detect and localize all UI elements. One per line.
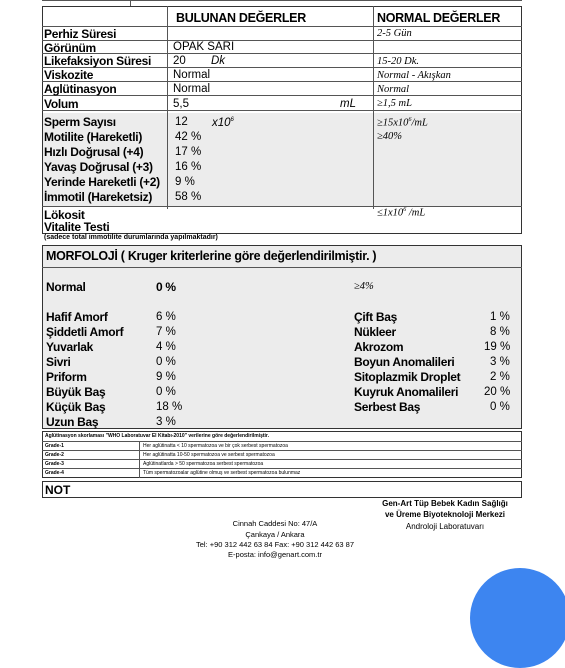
agg-desc: Her aglütinatta 10-50 spermatozoa ve serbest spermatozoa <box>143 452 275 458</box>
row-label: Lökosit <box>44 208 85 222</box>
morph-right-value: 3 % <box>490 356 510 368</box>
col-divider-1 <box>167 6 168 209</box>
agg-line <box>42 450 522 451</box>
address-city: Çankaya / Ankara <box>245 530 305 539</box>
row-label: Yerinde Hareketli (+2) <box>44 175 160 189</box>
morph-right-label: Sitoplazmik Droplet <box>354 370 461 384</box>
row-value: OPAK SARI <box>173 41 235 53</box>
morph-right-value: 2 % <box>490 371 510 383</box>
morph-left-value: 4 % <box>156 341 176 353</box>
address-phone: Tel: +90 312 442 63 84 Fax: +90 312 442 63 87 <box>195 540 355 549</box>
row-reference: 15-20 Dk. <box>377 56 419 67</box>
morph-right-value: 8 % <box>490 326 510 338</box>
row-value: 42 % <box>175 131 202 143</box>
row-label: Aglütinasyon <box>44 82 117 96</box>
agg-line <box>42 468 522 469</box>
morph-left-value: 0 % <box>156 356 176 368</box>
agg-desc: Aglütinatlarda > 50 spermatozoa serbest spermatozoa <box>143 461 264 467</box>
morph-left-value: 0 % <box>156 386 176 398</box>
row-label: Viskozite <box>44 68 94 82</box>
row-reference: ≥1,5 mL <box>377 98 412 109</box>
row-unit: $x10^6$ <box>212 116 234 129</box>
morphology-header-line <box>42 267 522 268</box>
row-label: Hızlı Doğrusal (+4) <box>44 145 144 159</box>
address-email: E-posta: info@genart.com.tr <box>228 550 322 559</box>
row-label: Görünüm <box>44 41 96 55</box>
row-label: İmmotil (Hareketsiz) <box>44 190 153 204</box>
morph-right-value: 20 % <box>484 386 511 398</box>
morph-normal-value: 0 % <box>156 280 176 294</box>
morph-right-value: 19 % <box>484 341 511 353</box>
vitality-note: (sadece total immotilite durumlarında yapılmaktadır) <box>44 234 218 241</box>
morph-left-value: 18 % <box>156 401 183 413</box>
morph-left-label: Hafif Amorf <box>46 310 108 324</box>
agg-line <box>42 441 522 442</box>
clinic-name-line2: ve Üreme Biyoteknoloji Merkezi <box>384 510 506 519</box>
row-label: Yavaş Doğrusal (+3) <box>44 160 153 174</box>
agg-desc: Tüm spermatozoalar aglütine olmuş ve serbest spermatozoa bulunmaz <box>143 470 301 476</box>
row-reference: Normal <box>377 84 410 95</box>
note-label: NOT <box>45 483 71 497</box>
morph-left-value: 7 % <box>156 326 176 338</box>
row-unit: Dk <box>211 55 226 67</box>
row-label: Likefaksiyon Süresi <box>44 54 152 68</box>
agg-grade: Grade-1 <box>45 443 64 449</box>
morph-right-label: Çift Baş <box>354 310 397 324</box>
agg-grade: Grade-3 <box>45 461 64 467</box>
note-box <box>42 481 522 498</box>
address-street: Cinnah Caddesi No: 47/A <box>232 519 318 528</box>
row-value: 9 % <box>175 176 195 188</box>
row-line <box>42 110 522 111</box>
row-label: Perhiz Süresi <box>44 27 117 41</box>
morph-left-label: Küçük Baş <box>46 400 106 414</box>
morph-normal-reference: ≥4% <box>354 281 374 292</box>
row-value: 16 % <box>175 161 202 173</box>
row-reference: 2-5 Gün <box>377 28 412 39</box>
row-value: 12 <box>175 116 188 128</box>
morph-right-label: Boyun Anomalileri <box>354 355 455 369</box>
row-label: Sperm Sayısı <box>44 115 116 129</box>
row-reference: $\ge 15x10^6/mL$ <box>377 117 428 129</box>
row-label: Motilite (Hareketli) <box>44 130 143 144</box>
row-reference: ≥40% <box>377 131 403 142</box>
row-label: Volum <box>44 97 79 111</box>
row-value: 5,5 <box>173 98 189 110</box>
row-value: Normal <box>173 69 211 81</box>
agglutination-title: Aglütinasyon skorlaması "WHO Laboratuvar El Kitabı-2010" verilerine göre değerlendirilmiştir. <box>45 433 269 439</box>
row-reference: Normal - Akışkan <box>377 70 451 81</box>
normal-column-header: NORMAL DEĞERLER <box>377 11 501 25</box>
morph-left-value: 9 % <box>156 371 176 383</box>
lab-name: Androloji Laboratuvarı <box>405 522 485 531</box>
morph-right-value: 0 % <box>490 401 510 413</box>
morph-left-label: Uzun Baş <box>46 415 99 429</box>
morph-left-label: Priform <box>46 370 87 384</box>
morph-right-value: 1 % <box>490 311 510 323</box>
floating-action-button[interactable] <box>470 568 565 668</box>
morph-right-label: Kuyruk Anomalileri <box>354 385 459 399</box>
morph-left-label: Şiddetli Amorf <box>46 325 124 339</box>
row-line <box>42 206 522 207</box>
morphology-title: MORFOLOJİ ( Kruger kriterlerine göre değerlendirilmiştir. ) <box>46 249 377 263</box>
vitality-title: Vitalite Testi <box>44 220 110 234</box>
morph-left-value: 6 % <box>156 311 176 323</box>
agg-grade: Grade-4 <box>45 470 64 476</box>
morph-right-label: Nükleer <box>354 325 396 339</box>
agg-desc: Her aglütinatta < 10 spermatozoa ve bir çok serbest spermatozoa <box>143 443 288 449</box>
morph-left-label: Sivri <box>46 355 71 369</box>
row-value: 58 % <box>175 191 202 203</box>
clinic-name-line1: Gen-Art Tüp Bebek Kadın Sağlığı <box>382 499 508 508</box>
row-reference: $\le 1x10^6$ /mL <box>377 207 426 219</box>
col-divider-2 <box>373 6 374 209</box>
morph-normal-label: Normal <box>46 280 86 294</box>
results-column-header: BULUNAN DEĞERLER <box>176 11 306 25</box>
morph-left-label: Büyük Baş <box>46 385 106 399</box>
agg-col-divider <box>139 441 140 478</box>
agg-grade: Grade-2 <box>45 452 64 458</box>
morph-right-label: Akrozom <box>354 340 404 354</box>
row-value: 17 % <box>175 146 202 158</box>
top-edge-line <box>42 0 522 1</box>
row-value: 20 <box>173 55 186 67</box>
morph-left-value: 3 % <box>156 416 176 428</box>
morph-right-label: Serbest Baş <box>354 400 421 414</box>
row-value: Normal <box>173 83 211 95</box>
row-unit: mL <box>340 98 356 110</box>
agg-line <box>42 459 522 460</box>
morph-left-label: Yuvarlak <box>46 340 93 354</box>
